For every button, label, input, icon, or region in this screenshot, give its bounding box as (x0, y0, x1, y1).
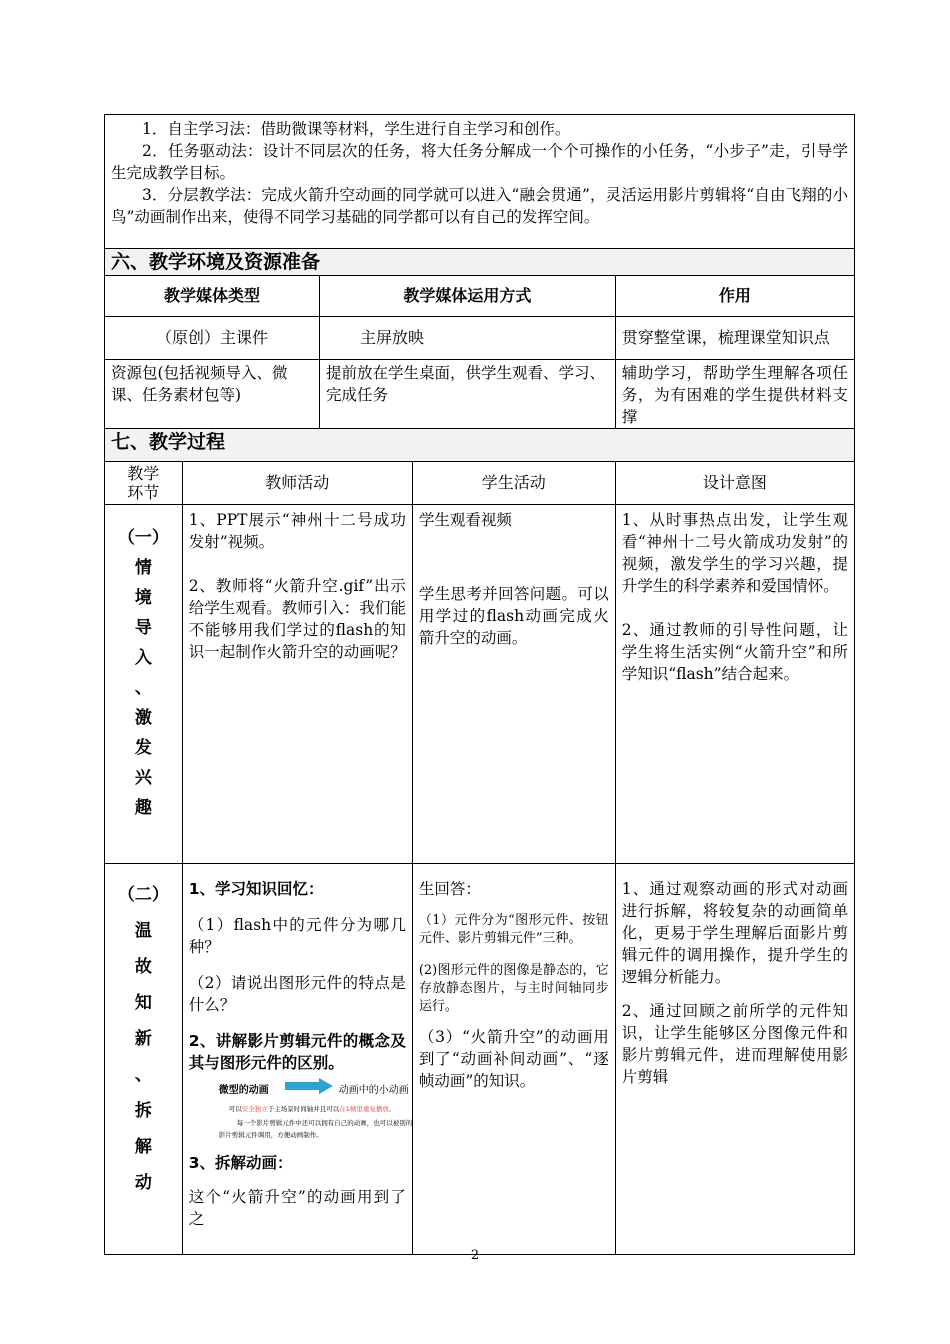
stage1-label-char: 情 (134, 558, 152, 578)
stage-header: 教学环节 (105, 462, 183, 505)
illustration-line2: 每一个影片剪辑元件中还可以拥有自己的动画，也可以被别的 (236, 1119, 413, 1127)
media-usage-cell: 主屏放映 (319, 317, 615, 360)
student-header: 学生活动 (412, 462, 615, 505)
stage2-teacher-p4: 这个“火箭升空”的动画用到了之 (188, 1188, 406, 1228)
media-effect-cell: 辅助学习，帮助学生理解各项任务，为有困难的学生提供材料支撑 (615, 360, 854, 429)
method-1: 1．自主学习法：借助微课等材料，学生进行自主学习和创作。 (142, 120, 571, 138)
stage2-teacher-h2: 2、讲解影片剪辑元件的概念及其与图形元件的区别。 (188, 1032, 406, 1072)
stage1-label-char: 趣 (134, 798, 152, 818)
illustration-text: 于主场景时间轴并且可以 (267, 1105, 340, 1113)
stage2-design-p2: 2、通过回顾之前所学的元件知识，让学生能够区分图像元件和影片剪辑元件，进而理解使用影片剪辑 (621, 1002, 848, 1086)
stage1-teacher (182, 505, 412, 864)
media-type-cell: 资源包(包括视频导入、微课、任务素材包等) (105, 360, 320, 429)
section6-header-row (105, 276, 855, 317)
stage2-label-char: 温 (134, 921, 152, 941)
stage1-label (105, 505, 183, 864)
illustration-line1 (229, 1104, 396, 1114)
method-2: 2．任务驱动法：设计不同层次的任务，将大任务分解成一个个可操作的小任务，“小步子”走，引导学生完成教学目标。 (111, 142, 848, 182)
stage1-student-p1: 学生观看视频 (418, 511, 512, 529)
media-type-cell: （原创）主课件 (105, 317, 320, 360)
teacher-header: 教师活动 (182, 462, 412, 505)
design-header: 设计意图 (615, 462, 854, 505)
stage1-label-char: 境 (134, 588, 152, 608)
sub-animation-label: 动画中的小动画 (338, 1085, 409, 1096)
illustration-text: 可以 (228, 1105, 242, 1113)
section6-title-row (105, 249, 855, 276)
stage1-design-p1: 1、从时事热点出发，让学生观看“神州十二号火箭成功发射”的视频，激发学生的学习兴趣，提升学生的科学素养和爱国情怀。 (621, 511, 848, 595)
lesson-plan-table (104, 114, 855, 1255)
stage2-label-char: 动 (134, 1173, 152, 1193)
stage1-label-char: （一） (117, 528, 169, 548)
stage2-label-char: 拆 (134, 1101, 152, 1121)
stage1-design (615, 505, 854, 864)
method-3: 3．分层教学法：完成火箭升空动画的同学就可以进入“融会贯通”，灵活运用影片剪辑将“自由飞翔的小鸟”动画制作出来，使得不同学习基础的同学都可以有自己的发挥空间。 (111, 186, 848, 226)
stage2-student-intro: 生回答： (418, 880, 481, 898)
illustration-line3: 影片剪辑元件调用，方便动画制作。 (218, 1131, 323, 1139)
arrow-right-icon (285, 1078, 335, 1094)
stage1-student-p2: 学生思考并回答问题。可以用学过的flash动画完成火箭升空的动画。 (418, 585, 609, 647)
stage2-label-char: 、 (134, 1065, 152, 1085)
stage2-teacher-q1: （1）flash中的元件分为哪几种？ (188, 916, 406, 956)
stage1-label-char: 入 (134, 648, 152, 668)
stage2-teacher-h1: 1、学习知识回忆： (188, 880, 324, 898)
stage1-label-char: 兴 (134, 768, 152, 788)
stage2-student (412, 864, 615, 1255)
stage1-teacher-p1: 1、PPT展示“神州十二号成功发射”视频。 (188, 511, 406, 551)
stage2-label (105, 864, 183, 1255)
stage2-design (615, 864, 854, 1255)
stage2-design-p1: 1、通过观察动画的形式对动画进行拆解，将较复杂的动画简单化，更易于学生理解后面影片剪辑元件的调用操作，提升学生的逻辑分析能力。 (621, 880, 848, 986)
stage2-row (105, 864, 855, 1255)
stage2-teacher-q2: （2）请说出图形元件的特点是什么？ (188, 974, 406, 1014)
stage2-student-a1: （1）元件分为“图形元件、按钮元件、影片剪辑元件”三种。 (418, 913, 609, 946)
section6-title: 六、教学环境及资源准备 (105, 249, 855, 276)
illustration-highlight: 安全独立 (241, 1105, 268, 1113)
media-effect-cell: 贯穿整堂课，梳理课堂知识点 (615, 317, 854, 360)
stage2-label-char: 知 (134, 993, 152, 1013)
media-usage-cell: 提前放在学生桌面，供学生观看、学习、完成任务 (319, 360, 615, 429)
illustration-highlight: 在1帧里重复播放。 (339, 1105, 396, 1113)
stage1-design-p2: 2、通过教师的引导性问题，让学生将生活实例“火箭升空”和所学知识“flash”结合起来。 (621, 621, 848, 683)
media-effect-header: 作用 (615, 276, 854, 317)
methods-row (105, 115, 855, 249)
stage2-label-char: 新 (134, 1029, 152, 1049)
stage2-student-a2: (2)图形元件的图像是静态的，它存放静态图片，与主时间轴同步运行。 (418, 963, 609, 1014)
stage2-teacher (182, 864, 412, 1255)
mini-animation-label: 微型的动画 (218, 1085, 269, 1096)
section7-title: 七、教学过程 (105, 429, 855, 462)
media-type-header: 教学媒体类型 (105, 276, 320, 317)
stage1-label-char: 发 (134, 738, 152, 758)
section7-title-row (105, 429, 855, 462)
stage1-label-char: 激 (134, 708, 152, 728)
page-number: 2 (470, 1248, 480, 1263)
document-page (104, 114, 855, 1255)
stage1-label-char: 、 (134, 678, 152, 698)
section6-row (105, 360, 855, 429)
stage1-label-char: 导 (134, 618, 152, 638)
section7-header-row (105, 462, 855, 505)
stage2-label-char: 故 (134, 957, 152, 977)
stage2-student-a3: （3）“火箭升空”的动画用到了“动画补间动画”、“逐帧动画”的知识。 (418, 1028, 609, 1090)
stage1-teacher-p2: 2、教师将“火箭升空.gif”出示给学生观看。教师引入：我们能不能够用我们学过的flash的知识一起制作火箭升空的动画呢？ (188, 577, 406, 661)
stage2-label-char: 解 (134, 1137, 152, 1157)
stage2-teacher-h3: 3、拆解动画： (188, 1154, 293, 1172)
section6-row (105, 317, 855, 360)
media-usage-header: 教学媒体运用方式 (319, 276, 615, 317)
stage1-row (105, 505, 855, 864)
movie-clip-illustration (219, 1080, 479, 1140)
stage2-label-char: （二） (117, 885, 169, 905)
stage1-student (412, 505, 615, 864)
